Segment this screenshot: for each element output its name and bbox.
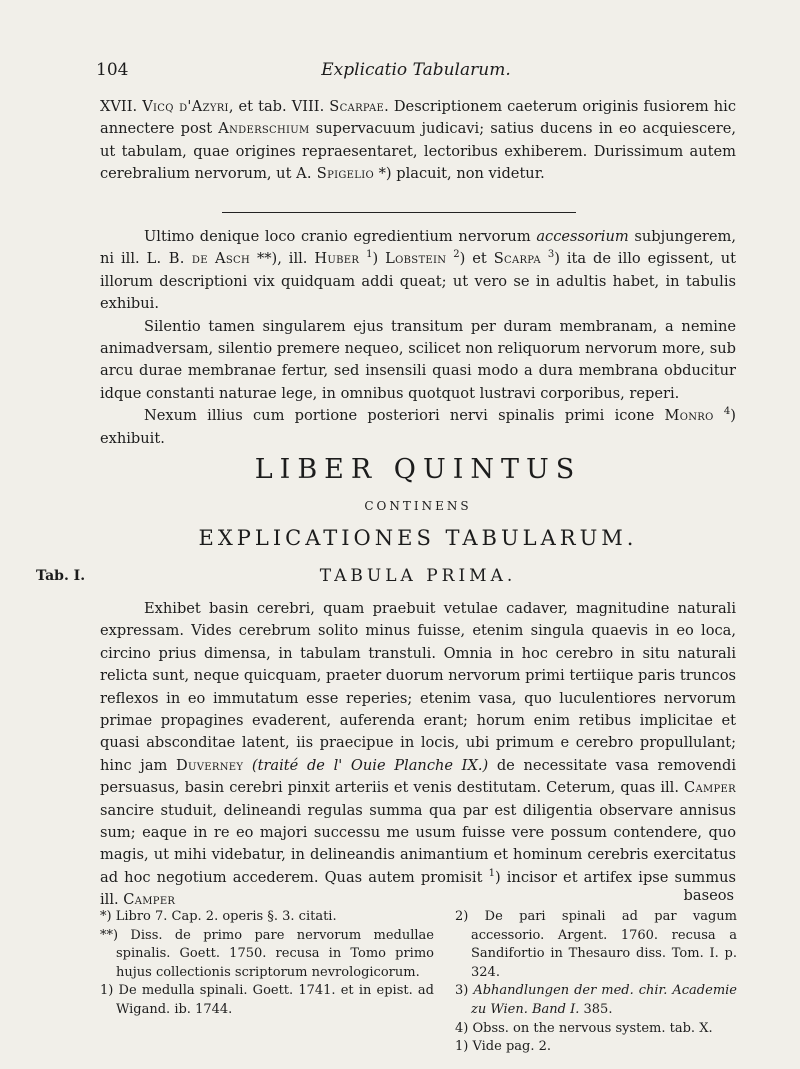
footnote: 4) Obss. on the nervous system. tab. X. [455, 1020, 713, 1036]
text-run: **), ill. [250, 250, 315, 268]
footnote: *) Libro 7. Cap. 2. operis §. 3. citati. [100, 909, 337, 924]
margin-note: Tab. I. [36, 568, 86, 584]
text-run: , et tab. VIII. [228, 98, 330, 115]
author-name: Scarpa [493, 250, 541, 268]
footnotes-left [100, 908, 434, 1020]
author-name: Vicq d'Azyri [142, 98, 229, 115]
author-name: Camper [123, 891, 176, 909]
footnote-ref: 1 [488, 868, 495, 880]
footnote: **) Diss. de primo pare nervorum medullae spinalis. Goett. 1750. recusa in Tomo primo hujus collectionis scriptorum nevrologicorum. [100, 927, 434, 980]
text-run: ) et [459, 250, 494, 268]
text-run: . Descriptionem caeterum originis fusiorem hic annectere post [100, 98, 737, 138]
text-run: *) placuit, non videtur. [373, 165, 545, 183]
book-heading: LIBER QUINTUS [254, 454, 582, 485]
footnote-ref: 4 [723, 406, 731, 418]
footnote: 1) De medulla spinali. Goett. 1741. et in epist. ad Wigand. ib. 1744. [100, 983, 434, 1017]
section-tabula-prima [100, 598, 736, 912]
text-run: Exhibet basin cerebri, quam praebuit vetulae cadaver, magnitudine naturali expressam. Vides cerebrum solito minus fuisse, etenim singula quaevis in eo loca, circino prius dimensa, in tabulam transtuli. Omnia in hoc cerebro in situ naturali relicta sunt, neque quicquam, praeter duorum nervorum primi tertiique paris truncos reflexos in eo immutatum esse reperies; etenim vasa, quo luculentiores nervorum primae propagines evaderent, auferenda erant; horum enim retibus implicitae et quasi absconditae latent, iis praecipue in locis, ubi primum e cerebro propullulant; hinc jam [100, 600, 736, 774]
author-name: Lobstein [385, 250, 447, 268]
text-run: ) exhibuit. [100, 407, 736, 447]
paragraph-ultimo [100, 226, 736, 316]
footnote: 1) Vide pag. 2. [455, 1039, 552, 1055]
author-name: Monro [664, 407, 714, 425]
footnote-ref: 1 [366, 249, 373, 261]
book-heading-explicationes: EXPLICATIONES TABULARUM. [198, 526, 638, 550]
paragraph-vicq-dazyr [100, 96, 736, 186]
text-run: Nexum illius cum portione posteriori nervi spinalis primi icone [144, 407, 665, 425]
author-name: Anderschium [218, 120, 310, 138]
author-name: Duverney [176, 756, 244, 774]
footnote [455, 982, 737, 1019]
text-run: supervacuum judicavi; satius ducens in eo acquiescere, ut tabulam, quae origines repraesentaret, lectoribus exhiberem. Durissimum autem cerebralium nervorum, ut [100, 120, 737, 183]
footnote-ref: 2 [453, 249, 460, 261]
paragraph-silentio: Silentio tamen singularem ejus transitum per duram membranam, a nemine animadversam, silentio premere nequeo, scilicet non reliquorum nervorum more, sub arcu durae membranae fertur, sed insensili quasi modo a dura membrana obducitur idque constanti naturae lege, in omnibus quotquot lustravi corporibus, reperi. [100, 317, 736, 402]
section-accessorius [100, 226, 736, 450]
text-run: subjungerem, ni ill. [100, 228, 736, 268]
section-divider [222, 212, 576, 213]
text-run: XVII. [100, 98, 143, 115]
italic-citation: Abhandlungen der med. chir. Academie zu Wien. Band I. [471, 983, 737, 1017]
catchword: baseos [683, 887, 734, 904]
author-name: Huber [314, 250, 360, 268]
italic-term: accessorium [536, 228, 629, 245]
footnote-ref: 3 [547, 249, 555, 261]
text-run: de necessitate vasa removendi persuasus, basin cerebri pinxit arteriis et venis destitutam. Ceterum, quas ill. [100, 756, 736, 797]
plate-heading: TABULA PRIMA. [319, 566, 517, 586]
text-run: ) ita de illo egissent, ut illorum descriptioni vix quidquam addi queat; ut vero se in adultis habet, in tabulis exhibui. [100, 250, 737, 313]
paragraph-nexum [100, 405, 736, 450]
author-name: A. Spigelio [296, 165, 374, 183]
text-run: ) [372, 250, 386, 268]
page-number: 104 [96, 60, 129, 80]
text-run: Ultimo denique loco cranio egredientium nervorum [144, 228, 537, 245]
footnotes-right [455, 908, 737, 1057]
author-name: Scarpae [329, 98, 385, 115]
page-header [96, 60, 736, 84]
author-name: L. B. de Asch [146, 250, 251, 268]
text-run: 385. [579, 1001, 613, 1017]
running-title: Explicatio Tabularum. [321, 60, 511, 80]
author-name: Camper [684, 779, 736, 797]
text-run: sancire studuit, delineandi regulas summa qua par est diligentia observare annisus sum; eaque in re eo majori successu me usum fuisse vere possum contendere, quo magis, ut mihi videbatur, in delineandis animantium et hominum cerebris exercitatus ad hoc negotium accederem. Quas autem promisit [100, 801, 736, 886]
text-run: 3) [455, 983, 474, 999]
paragraph-exhibet [100, 598, 736, 912]
footnote: 2) De pari spinali ad par vagum accessorio. Argent. 1760. recusa a Sandifortio in Thesauro diss. Tom. I. p. 324. [455, 909, 737, 980]
book-subheading: CONTINENS [364, 499, 472, 513]
italic-citation: (traité de l' Ouie Planche IX.) [243, 756, 489, 774]
text-run: ) incisor et artifex ipse summus ill. [100, 868, 736, 909]
